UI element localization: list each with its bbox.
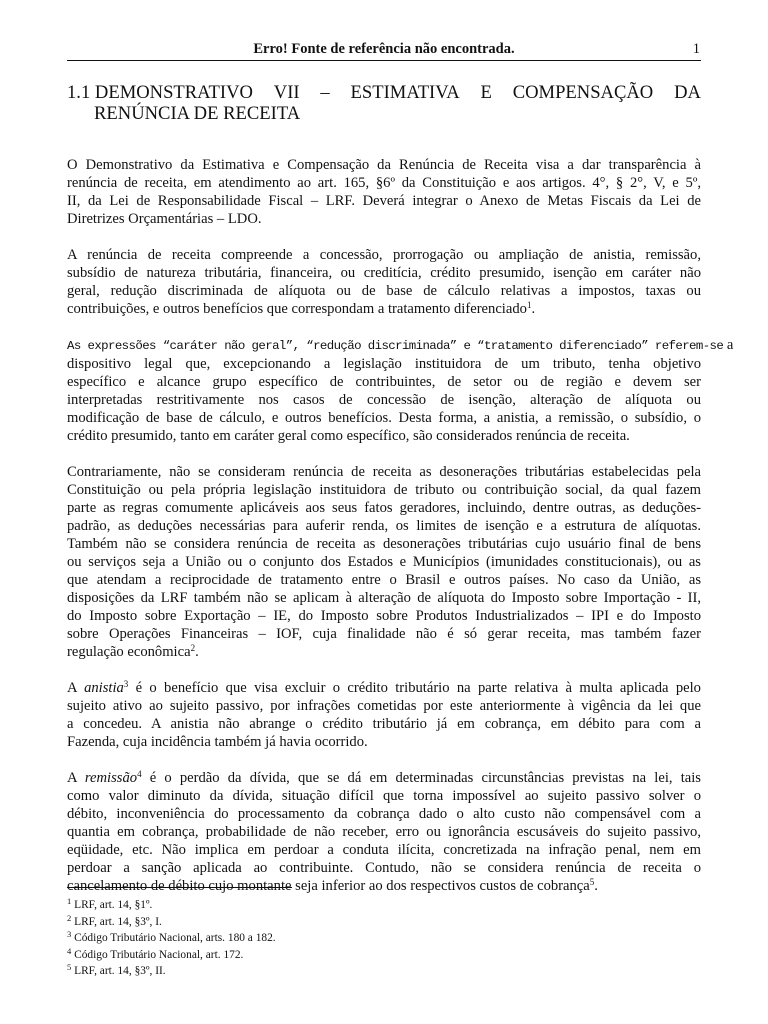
paragraph-anistia bbox=[67, 679, 701, 751]
text-line: Fazenda, cuja incidência também já havia ocorrido. bbox=[67, 734, 368, 750]
footnote-2 bbox=[67, 914, 276, 931]
text-line: crédito presumido, tanto em caráter geral como específico, são considerados renúncia de receita. bbox=[67, 428, 630, 444]
footnote-text: Código Tributário Nacional, arts. 180 a 182. bbox=[74, 932, 276, 944]
text-line: ou serviços seja a União ou o conjunto dos Estados e Municípios (imunidades constitucionais), ou as bbox=[67, 554, 701, 570]
text-run: A bbox=[67, 770, 85, 786]
text-line: do Imposto sobre Exportação – IE, do Imposto sobre Produtos Industrializados – IPI e do Imposto bbox=[67, 608, 701, 624]
text-line bbox=[67, 300, 701, 318]
footnote-ref-1[interactable]: 1 bbox=[526, 300, 532, 310]
footnote-ref-4[interactable]: 4 bbox=[137, 769, 142, 779]
footnote-number: 1 bbox=[67, 896, 72, 906]
text-line: Contrariamente, não se consideram renúncia de receita as desonerações tributárias estabelecidas pela bbox=[67, 464, 701, 480]
footnote-text: LRF, art. 14, §3º, I. bbox=[74, 915, 162, 928]
text-run: é o benefício que visa excluir o crédito tributário na parte relativa à multa aplicada pelo bbox=[128, 680, 701, 696]
text-run: regulação econômica bbox=[67, 644, 191, 660]
text-line: renúncia de receita, em atendimento ao art. 165, §6º da Constituição e aos artigos. 4°, § 2°, V, e 5º, bbox=[67, 175, 701, 191]
section-heading bbox=[67, 82, 701, 124]
text-line: específico e alcance grupo específico de contribuintes, de setor ou de região e devem ser bbox=[67, 374, 701, 390]
header-title: Erro! Fonte de referência não encontrada. bbox=[253, 41, 515, 57]
text-run-mono: As expressões “caráter não geral”, “redução discriminada” e “tratamento diferenciado” referem-se bbox=[67, 339, 724, 353]
text-line: padrão, as deduções necessárias para auferir renda, os limites de isenção e a estrutura de alíquotas. bbox=[67, 518, 701, 534]
text-line bbox=[67, 643, 701, 661]
footnote-4 bbox=[67, 947, 276, 964]
text-line: sobre Operações Financeiras – IOF, cuja finalidade não é só gerar receita, mas também fazer bbox=[67, 626, 701, 642]
text-line: como valor diminuto da dívida, situação difícil que torna impossível ao sujeito passivo solver o bbox=[67, 788, 701, 804]
text-run: é o perdão da dívida, que se dá em determinadas circunstâncias previstas na lei, tais bbox=[141, 770, 701, 786]
text-run: A bbox=[67, 680, 85, 696]
section-number-and-word bbox=[67, 82, 253, 103]
heading-word: – bbox=[320, 82, 330, 103]
paragraph-expressions bbox=[67, 336, 734, 445]
footnote-ref-5[interactable]: 5 bbox=[589, 877, 595, 887]
text-line: dispositivo legal que, excepcionando a legislação instituidora de um tributo, tenha objetivo bbox=[67, 356, 701, 372]
footnote-number: 2 bbox=[67, 912, 72, 923]
footnote-text: LRF, art. 14, §3º, II. bbox=[74, 965, 166, 977]
text-line: parte as regras comumente aplicáveis aos seus fatos geradores, incluindo, dentre outras, as deduções- bbox=[67, 500, 701, 516]
text-line: disposições da LRF também não se aplicam à alteração de alíquota do Imposto sobre Importação - II, bbox=[67, 590, 701, 606]
page-number: 1 bbox=[692, 41, 700, 57]
footnote-3 bbox=[67, 930, 276, 947]
text-line bbox=[67, 769, 701, 787]
heading-word: COMPENSAÇÃO bbox=[512, 82, 654, 103]
document-body bbox=[67, 156, 734, 913]
footnote-ref-3[interactable]: 3 bbox=[123, 679, 129, 689]
paragraph-intro bbox=[67, 156, 701, 228]
text-line bbox=[67, 877, 701, 895]
text-line: II, da Lei de Responsabilidade Fiscal – LRF. Deverá integrar o Anexo de Metas Fiscais da Lei de bbox=[67, 193, 701, 209]
footnote-5 bbox=[67, 963, 276, 980]
heading-word: VII bbox=[273, 82, 300, 103]
text-line: O Demonstrativo da Estimativa e Compensação da Renúncia de Receita visa a dar transparência à bbox=[67, 157, 701, 173]
paragraph-definition bbox=[67, 246, 701, 318]
text-run: contribuições, e outros benefícios que correspondam a tratamento diferenciado bbox=[67, 301, 527, 317]
text-line: interpretadas restritivamente nos casos de concessão de isenção, alteração de alíquota ou bbox=[67, 392, 701, 408]
text-line: Também não se considera renúncia de receita as desonerações tributárias cujo usuário final de bens bbox=[67, 536, 701, 552]
text-run: . bbox=[594, 878, 598, 894]
heading-word: ESTIMATIVA bbox=[350, 82, 460, 103]
section-number: 1.1 bbox=[67, 82, 91, 103]
heading-word: E bbox=[480, 82, 492, 103]
section-heading-line-1 bbox=[67, 82, 701, 103]
footnotes bbox=[67, 897, 276, 980]
footnote-number: 3 bbox=[67, 929, 72, 939]
paragraph-exclusions bbox=[67, 463, 701, 661]
text-line bbox=[67, 336, 734, 355]
text-line: modificação de base de cálculo, e outros benefícios. Desta forma, a anistia, a remissão, o subsídio, o bbox=[67, 410, 701, 426]
text-line: que atendam a reciprocidade de tratamento entre o Brasil e outros países. No caso da União, as bbox=[67, 572, 701, 588]
text-line: a concedeu. A anistia não abrange o crédito tributário já em cobrança, em débito para com a bbox=[67, 716, 701, 732]
text-line: Constituição ou pela própria legislação instituidora de tributo ou contribuição social, da qual fazem bbox=[67, 482, 701, 498]
text-line: perdoar a sanção aplicada ao contribuinte. Contudo, não se considera renúncia de receita o bbox=[67, 860, 701, 876]
text-run: a bbox=[723, 337, 734, 353]
section-heading-line-2: RENÚNCIA DE RECEITA bbox=[94, 103, 301, 124]
heading-word: DA bbox=[674, 82, 701, 103]
term-remissao: remissão bbox=[84, 770, 138, 786]
footnote-number: 5 bbox=[67, 962, 72, 972]
text-line: geral, redução discriminada de alíquota ou de base de cálculo relativas a impostos, taxas ou bbox=[67, 283, 701, 299]
text-line: quantia em cobrança, probabilidade de não receber, erro ou ignorância escusáveis do sujeito passivo, bbox=[67, 824, 701, 840]
footnote-text: LRF, art. 14, §1º. bbox=[74, 899, 153, 911]
text-run: . bbox=[195, 644, 199, 660]
heading-word: DEMONSTRATIVO bbox=[94, 82, 253, 103]
footnote-ref-2[interactable]: 2 bbox=[190, 643, 196, 653]
footnote-separator bbox=[67, 887, 292, 888]
text-line: A renúncia de receita compreende a concessão, prorrogação ou ampliação de anistia, remissão, bbox=[67, 247, 701, 263]
page-header bbox=[67, 38, 701, 61]
text-run: . bbox=[531, 301, 536, 317]
text-line bbox=[67, 679, 701, 697]
text-line: subsídio de natureza tributária, financeira, ou creditícia, crédito presumido, isenção em caráter não bbox=[67, 265, 701, 281]
term-anistia: anistia bbox=[84, 680, 124, 696]
footnote-number: 4 bbox=[67, 945, 72, 956]
paragraph-remissao bbox=[67, 769, 701, 895]
text-line: Diretrizes Orçamentárias – LDO. bbox=[67, 211, 262, 227]
text-line: sujeito ativo ao sujeito passivo, por infrações cometidas por este anteriormente à vigência da lei que bbox=[67, 698, 701, 714]
text-line: débito, inconveniência do processamento da cobrança dado o alto custo não compensável com a bbox=[67, 806, 701, 822]
text-line: eqüidade, etc. Não implica em perdoar a conduta ilícita, concretizada na infração penal, nem em bbox=[67, 842, 701, 858]
footnote-1 bbox=[67, 897, 276, 914]
footnote-text: Código Tributário Nacional, art. 172. bbox=[74, 948, 244, 961]
text-run: cancelamento de débito cujo montante seja inferior ao dos respectivos custos de cobrança bbox=[67, 878, 590, 894]
